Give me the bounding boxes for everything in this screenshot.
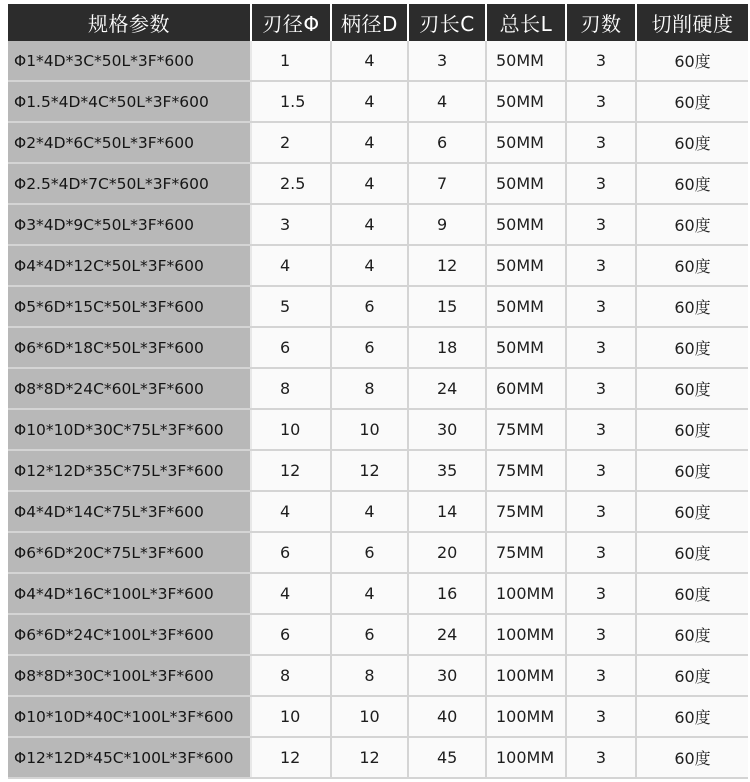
hardness-cell: 60度 [636, 696, 748, 737]
model-cell: Φ4*4D*12C*50L*3F*600 [8, 245, 251, 286]
hardness-cell: 60度 [636, 245, 748, 286]
flute-count-cell: 3 [566, 614, 636, 655]
blade-length-cell: 6 [408, 122, 486, 163]
flute-count-cell: 3 [566, 245, 636, 286]
model-cell: Φ1*4D*3C*50L*3F*600 [8, 41, 251, 81]
shank-diameter-cell: 12 [331, 450, 408, 491]
total-length-cell: 50MM [486, 327, 566, 368]
flute-count-cell: 3 [566, 450, 636, 491]
model-cell: Φ12*12D*45C*100L*3F*600 [8, 737, 251, 778]
blade-diameter-cell: 10 [251, 409, 331, 450]
table-row [8, 245, 748, 286]
header-spec-params: 规格参数 [8, 4, 251, 41]
table-row [8, 450, 748, 491]
blade-diameter-cell: 4 [251, 491, 331, 532]
hardness-cell: 60度 [636, 81, 748, 122]
blade-diameter-cell: 2 [251, 122, 331, 163]
blade-diameter-cell: 3 [251, 204, 331, 245]
shank-diameter-cell: 10 [331, 409, 408, 450]
table-row [8, 655, 748, 696]
model-cell: Φ3*4D*9C*50L*3F*600 [8, 204, 251, 245]
header-blade-length: 刃长C [408, 4, 486, 41]
blade-diameter-cell: 1 [251, 41, 331, 81]
hardness-cell: 60度 [636, 204, 748, 245]
flute-count-cell: 3 [566, 41, 636, 81]
blade-length-cell: 30 [408, 655, 486, 696]
header-row [8, 4, 748, 41]
flute-count-cell: 3 [566, 696, 636, 737]
table-row [8, 163, 748, 204]
blade-length-cell: 24 [408, 368, 486, 409]
table-row [8, 737, 748, 778]
header-shank-diameter: 柄径D [331, 4, 408, 41]
table-row [8, 81, 748, 122]
shank-diameter-cell: 4 [331, 41, 408, 81]
shank-diameter-cell: 4 [331, 122, 408, 163]
shank-diameter-cell: 4 [331, 573, 408, 614]
hardness-cell: 60度 [636, 491, 748, 532]
model-cell: Φ4*4D*14C*75L*3F*600 [8, 491, 251, 532]
model-cell: Φ10*10D*40C*100L*3F*600 [8, 696, 251, 737]
total-length-cell: 100MM [486, 573, 566, 614]
table-row [8, 204, 748, 245]
blade-length-cell: 7 [408, 163, 486, 204]
model-cell: Φ5*6D*15C*50L*3F*600 [8, 286, 251, 327]
blade-diameter-cell: 8 [251, 368, 331, 409]
shank-diameter-cell: 6 [331, 286, 408, 327]
blade-diameter-cell: 10 [251, 696, 331, 737]
flute-count-cell: 3 [566, 573, 636, 614]
total-length-cell: 50MM [486, 122, 566, 163]
flute-count-cell: 3 [566, 122, 636, 163]
blade-length-cell: 12 [408, 245, 486, 286]
blade-length-cell: 30 [408, 409, 486, 450]
model-cell: Φ6*6D*24C*100L*3F*600 [8, 614, 251, 655]
hardness-cell: 60度 [636, 41, 748, 81]
blade-diameter-cell: 1.5 [251, 81, 331, 122]
total-length-cell: 50MM [486, 245, 566, 286]
blade-diameter-cell: 2.5 [251, 163, 331, 204]
blade-length-cell: 35 [408, 450, 486, 491]
blade-length-cell: 20 [408, 532, 486, 573]
header-blade-diameter: 刃径Φ [251, 4, 331, 41]
shank-diameter-cell: 6 [331, 327, 408, 368]
blade-diameter-cell: 8 [251, 655, 331, 696]
table-row [8, 409, 748, 450]
flute-count-cell: 3 [566, 368, 636, 409]
total-length-cell: 50MM [486, 81, 566, 122]
shank-diameter-cell: 8 [331, 655, 408, 696]
shank-diameter-cell: 4 [331, 491, 408, 532]
flute-count-cell: 3 [566, 327, 636, 368]
model-cell: Φ2.5*4D*7C*50L*3F*600 [8, 163, 251, 204]
total-length-cell: 75MM [486, 409, 566, 450]
total-length-cell: 75MM [486, 491, 566, 532]
total-length-cell: 100MM [486, 655, 566, 696]
total-length-cell: 50MM [486, 41, 566, 81]
table-body [8, 41, 748, 778]
blade-length-cell: 3 [408, 41, 486, 81]
blade-diameter-cell: 12 [251, 450, 331, 491]
table-row [8, 573, 748, 614]
shank-diameter-cell: 4 [331, 163, 408, 204]
flute-count-cell: 3 [566, 409, 636, 450]
header-flute-count: 刃数 [566, 4, 636, 41]
table-row [8, 491, 748, 532]
hardness-cell: 60度 [636, 655, 748, 696]
table-row [8, 327, 748, 368]
hardness-cell: 60度 [636, 737, 748, 778]
blade-length-cell: 40 [408, 696, 486, 737]
table-row [8, 286, 748, 327]
blade-length-cell: 16 [408, 573, 486, 614]
blade-diameter-cell: 6 [251, 532, 331, 573]
hardness-cell: 60度 [636, 573, 748, 614]
blade-length-cell: 4 [408, 81, 486, 122]
shank-diameter-cell: 4 [331, 81, 408, 122]
model-cell: Φ6*6D*20C*75L*3F*600 [8, 532, 251, 573]
model-cell: Φ1.5*4D*4C*50L*3F*600 [8, 81, 251, 122]
hardness-cell: 60度 [636, 532, 748, 573]
total-length-cell: 100MM [486, 737, 566, 778]
total-length-cell: 75MM [486, 532, 566, 573]
model-cell: Φ6*6D*18C*50L*3F*600 [8, 327, 251, 368]
hardness-cell: 60度 [636, 163, 748, 204]
shank-diameter-cell: 4 [331, 204, 408, 245]
total-length-cell: 50MM [486, 204, 566, 245]
table-row [8, 122, 748, 163]
shank-diameter-cell: 6 [331, 614, 408, 655]
blade-diameter-cell: 5 [251, 286, 331, 327]
hardness-cell: 60度 [636, 327, 748, 368]
table-row [8, 41, 748, 81]
flute-count-cell: 3 [566, 532, 636, 573]
total-length-cell: 100MM [486, 614, 566, 655]
blade-length-cell: 9 [408, 204, 486, 245]
spec-table [8, 4, 748, 779]
table-row [8, 614, 748, 655]
blade-diameter-cell: 4 [251, 573, 331, 614]
hardness-cell: 60度 [636, 450, 748, 491]
hardness-cell: 60度 [636, 122, 748, 163]
flute-count-cell: 3 [566, 655, 636, 696]
shank-diameter-cell: 4 [331, 245, 408, 286]
blade-diameter-cell: 6 [251, 327, 331, 368]
table-row [8, 532, 748, 573]
hardness-cell: 60度 [636, 409, 748, 450]
flute-count-cell: 3 [566, 491, 636, 532]
model-cell: Φ2*4D*6C*50L*3F*600 [8, 122, 251, 163]
total-length-cell: 50MM [486, 286, 566, 327]
blade-length-cell: 14 [408, 491, 486, 532]
total-length-cell: 75MM [486, 450, 566, 491]
table-row [8, 696, 748, 737]
flute-count-cell: 3 [566, 163, 636, 204]
model-cell: Φ12*12D*35C*75L*3F*600 [8, 450, 251, 491]
blade-length-cell: 18 [408, 327, 486, 368]
blade-length-cell: 45 [408, 737, 486, 778]
hardness-cell: 60度 [636, 286, 748, 327]
model-cell: Φ10*10D*30C*75L*3F*600 [8, 409, 251, 450]
blade-diameter-cell: 12 [251, 737, 331, 778]
blade-length-cell: 24 [408, 614, 486, 655]
model-cell: Φ4*4D*16C*100L*3F*600 [8, 573, 251, 614]
shank-diameter-cell: 12 [331, 737, 408, 778]
flute-count-cell: 3 [566, 737, 636, 778]
shank-diameter-cell: 10 [331, 696, 408, 737]
shank-diameter-cell: 8 [331, 368, 408, 409]
hardness-cell: 60度 [636, 614, 748, 655]
hardness-cell: 60度 [636, 368, 748, 409]
flute-count-cell: 3 [566, 81, 636, 122]
blade-diameter-cell: 6 [251, 614, 331, 655]
model-cell: Φ8*8D*24C*60L*3F*600 [8, 368, 251, 409]
table-header [8, 4, 748, 41]
total-length-cell: 60MM [486, 368, 566, 409]
header-cutting-hardness: 切削硬度 [636, 4, 748, 41]
shank-diameter-cell: 6 [331, 532, 408, 573]
flute-count-cell: 3 [566, 286, 636, 327]
total-length-cell: 100MM [486, 696, 566, 737]
header-total-length: 总长L [486, 4, 566, 41]
flute-count-cell: 3 [566, 204, 636, 245]
table-row [8, 368, 748, 409]
model-cell: Φ8*8D*30C*100L*3F*600 [8, 655, 251, 696]
blade-diameter-cell: 4 [251, 245, 331, 286]
total-length-cell: 50MM [486, 163, 566, 204]
blade-length-cell: 15 [408, 286, 486, 327]
